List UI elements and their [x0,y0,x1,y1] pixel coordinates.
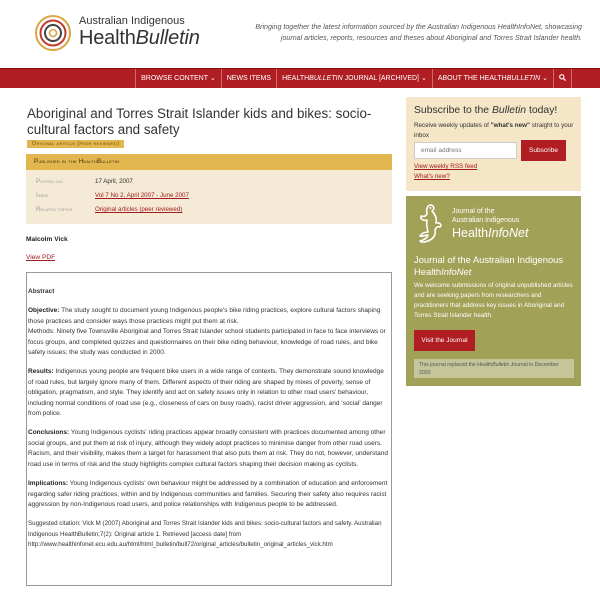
publication-heading: Published in the HealthBulletin [26,154,392,170]
whats-new-link[interactable]: What's new? [414,173,450,180]
journal-logo-name: HealthInfoNet [452,226,529,240]
nav-news-items[interactable]: NEWS ITEMS [221,69,276,89]
journal-note: This journal replaced the HealthBulletin Journal in December 2020 [414,359,574,378]
journal-title: Journal of the Australian Indigenous HealthInfoNet [414,254,564,277]
issue-label: Issue [36,192,49,199]
nav-browse-content[interactable]: BROWSE CONTENT ⌄ [135,69,221,89]
site-tagline: Bringing together the latest information sourced by the Australian Indigenous HealthInfoNet, showcasing journal articles, reports, resources and theses about Aboriginal and Torres Strait Islander health. [255,23,582,42]
site-logo[interactable] [33,13,223,53]
view-pdf-link[interactable]: View PDF [26,254,56,261]
subscribe-title: Subscribe to the Bulletin today! [414,105,558,116]
lizard-icon [414,202,446,246]
abstract-box [26,272,392,586]
email-field[interactable] [414,142,517,159]
logo-swirl-icon [33,13,73,53]
nav-search[interactable] [553,69,572,89]
chevron-down-icon: ⌄ [542,75,548,82]
page-title: Aboriginal and Torres Strait Islander kids and bikes: socio-cultural factors and safety [27,106,372,137]
abstract-conclusions: Conclusions: Young Indigenous cyclists' riding practices appear broadly consistent with practices documented among other social groups, and put them at risk of injury, although they widely adopt practices to minimise danger from other road users. Racism, and their visibility, makes them a target for harassment that also puts them at risk. They do not, however, understand road use in terms of risk and the study highlights complex cultural factors shaping their decision making as cyclists. [28,429,388,468]
logo-subtitle: Australian Indigenous [79,15,185,27]
chevron-down-icon: ⌄ [209,75,216,82]
rss-feed-link[interactable]: View weekly RSS feed [414,163,478,170]
main-nav [0,68,600,88]
abstract-heading: Abstract [28,288,55,295]
journal-description: We welcome submissions of original unpublished articles and are seeking papers from researchers and practitioners that address key issues in Aboriginal and Torres Strait Islander health. [414,282,573,319]
suggested-citation: Suggested citation: Vick M (2007) Aboriginal and Torres Strait Islander kids and bikes: socio-cultural factors and safety. Australian Indigenous HealthBulletin;7(2): Original article 1. Retrieved [access date] from http://www.healthinfonet.ecu.edu.au/html/html_bulletin/bull72/original_articles/bulletin_original_articles_vick.htm [28,520,382,549]
nav-journal-archived[interactable]: HEALTHBULLETIN JOURNAL [ARCHIVED] ⌄ [276,69,432,89]
visit-journal-button[interactable]: Visit the Journal [414,330,475,351]
abstract-results: Results: Indigenous young people are frequent bike users in a wide range of contexts. They demonstrate sound knowledge of road rules, but largely ignore many of them. Different aspects of their riding are shaped by mixes of poverty, sense of obligation, pragmatism, and style. They identify and act on safety issues only in relation to other road users' behaviour, including normal conditions of road use (e.g., closeness of cars on busy roads), racist driver aggression, and ‘social’ danger from police. [28,368,384,418]
related-topics-label: Related topics [36,206,73,213]
site-header [0,0,600,68]
article-type-badge[interactable]: Original article (peer reviewed) [27,140,124,148]
article-author: Malcolm Vick [26,236,68,243]
publication-info-box [26,154,392,224]
logo-title: HealthBulletin [79,27,200,49]
issue-link[interactable]: Vol 7 No 2, April 2007 - June 2007 [95,192,189,199]
journal-logo[interactable] [414,202,574,246]
chevron-down-icon: ⌄ [420,75,427,82]
subscribe-description: Receive weekly updates of "what's new" straight to your inbox [414,122,574,139]
journal-logo-line1: Journal of the [452,208,495,215]
subscribe-box [406,97,581,191]
abstract-objective: Objective: The study sought to document young Indigenous people's bike riding practices, explore cultural factors shaping those practices and consider ways those practices might put them at risk. [28,307,381,325]
journal-logo-line2: Australian Indigenous [452,217,520,224]
subscribe-button[interactable]: Subscribe [521,140,566,161]
related-topics-link[interactable]: Original articles (peer reviewed) [95,206,183,213]
posted-on-label: Posted on: [36,178,64,185]
abstract-implications: Implications: Young Indigenous cyclists' own behaviour might be addressed by a combination of education and enforcement regarding safer riding practices, within and by Indigenous communities and families. Securing their safety also requires racist aggression by non-Indigenous road users, and police relationships with Indigenous people to be addressed. [28,480,388,508]
search-icon [559,74,566,81]
nav-about[interactable]: ABOUT THE HEALTHBULLETIN ⌄ [432,69,553,89]
journal-promo-box [406,196,581,386]
abstract-methods: Methods: Ninety five Townsville Aboriginal and Torres Strait Islander school students participated in face to face interviews or focus groups, and completed quizzes and questionnaires on their bike riding behaviour, knowledge of road rules, and bike safety issues; the study was conducted in 2000. [28,328,386,357]
posted-on-value: 17 April, 2007 [95,178,133,185]
